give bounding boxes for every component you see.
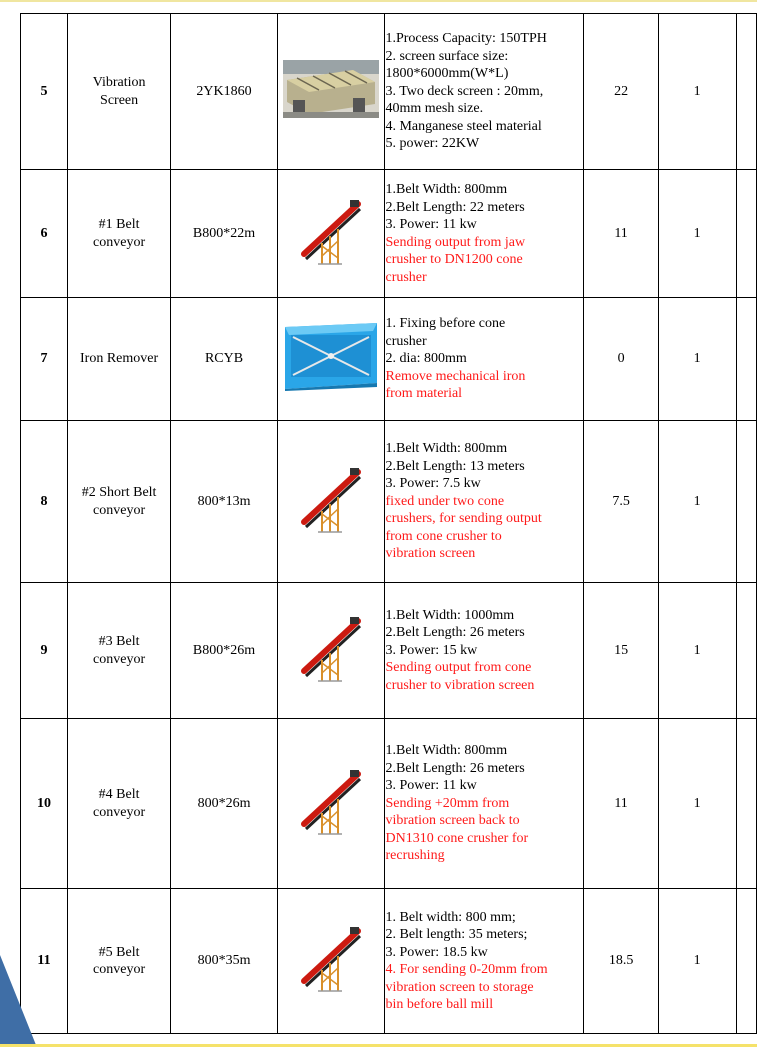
- empty-cell: [736, 421, 756, 583]
- model-cell: 800*13m: [171, 421, 278, 583]
- power-kw-cell: 15: [584, 583, 658, 719]
- power-kw-cell: 7.5: [584, 421, 658, 583]
- quantity-cell: 1: [658, 170, 736, 298]
- empty-cell: [736, 719, 756, 889]
- spec-note-line: vibration screen back to: [385, 813, 520, 829]
- spec-line: 5. power: 22KW: [385, 136, 480, 152]
- specification-cell: [385, 889, 584, 1034]
- table-row: [21, 170, 757, 298]
- item-number-cell: 6: [21, 170, 68, 298]
- quantity-cell: 1: [658, 298, 736, 421]
- equipment-image-cell: [277, 421, 385, 583]
- equipment-name-line: conveyor: [93, 234, 146, 250]
- equipment-name-line: #2 Short Belt: [81, 485, 157, 500]
- spec-line: 1.Belt Width: 800mm: [385, 743, 508, 759]
- spec-line: 2.Belt Length: 22 meters: [385, 199, 525, 215]
- belt-conveyor-photo: [300, 923, 362, 999]
- equipment-image-cell: [277, 889, 385, 1034]
- spec-note-line: vibration screen: [385, 546, 476, 562]
- spec-line: 2. Belt length: 35 meters;: [385, 927, 528, 942]
- model-cell: 800*35m: [171, 889, 278, 1034]
- spec-note-line: 4. For sending 0-20mm from: [385, 962, 548, 977]
- spec-note-line: vibration screen to storage: [385, 979, 534, 995]
- empty-cell: [736, 170, 756, 298]
- specification-cell: [385, 421, 584, 583]
- spec-line: 3. Power: 11 kw: [385, 217, 477, 232]
- equipment-spec-table: [20, 13, 757, 1034]
- equipment-image-cell: [277, 583, 385, 719]
- equipment-name-cell: [67, 170, 170, 298]
- equipment-name-line: #3 Belt: [98, 634, 140, 649]
- spec-line: 3. Power: 18.5 kw: [385, 944, 488, 960]
- equipment-name-line: Vibration: [92, 75, 146, 90]
- model-cell: B800*26m: [171, 583, 278, 719]
- spec-line: 1800*6000mm(W*L): [385, 66, 509, 82]
- item-number-cell: 7: [21, 298, 68, 421]
- table-row: [21, 719, 757, 889]
- spec-note-line: from material: [385, 386, 463, 402]
- spec-note-line: Sending output from jaw: [385, 234, 526, 250]
- spec-note-line: crusher to DN1200 cone: [385, 252, 523, 267]
- equipment-image-cell: [277, 298, 385, 421]
- equipment-name-cell: [67, 298, 170, 421]
- equipment-name-line: #1 Belt: [98, 217, 140, 232]
- spec-line: 1.Process Capacity: 150TPH: [385, 31, 547, 47]
- empty-cell: [736, 889, 756, 1034]
- equipment-image-cell: [277, 170, 385, 298]
- spec-line: 1. Fixing before cone: [385, 316, 506, 332]
- model-cell: 2YK1860: [171, 14, 278, 170]
- spec-line: 1.Belt Width: 800mm: [385, 441, 508, 457]
- spec-line: 2.Belt Length: 26 meters: [385, 760, 525, 776]
- equipment-name-line: #5 Belt: [98, 944, 140, 960]
- power-kw-cell: 22: [584, 14, 658, 170]
- specification-cell: [385, 719, 584, 889]
- spec-note-line: recrushing: [385, 848, 445, 864]
- spec-line: 1.Belt Width: 800mm: [385, 182, 508, 197]
- empty-cell: [736, 298, 756, 421]
- item-number-cell: 5: [21, 14, 68, 170]
- power-kw-cell: 0: [584, 298, 658, 421]
- spec-line: 2. screen surface size:: [385, 48, 509, 64]
- spec-line: 3. Power: 15 kw: [385, 642, 478, 658]
- spec-note-line: bin before ball mill: [385, 997, 494, 1012]
- specification-cell: [385, 14, 584, 170]
- table-row: [21, 14, 757, 170]
- item-number-cell: 11: [21, 889, 68, 1034]
- equipment-image-cell: [277, 14, 385, 170]
- table-row: [21, 583, 757, 719]
- item-number-cell: 9: [21, 583, 68, 719]
- belt-conveyor-photo: [300, 464, 362, 540]
- equipment-name-line: conveyor: [93, 502, 146, 518]
- item-number-cell: 8: [21, 421, 68, 583]
- empty-cell: [736, 583, 756, 719]
- equipment-name-line: conveyor: [93, 651, 146, 667]
- quantity-cell: 1: [658, 583, 736, 719]
- empty-cell: [736, 14, 756, 170]
- power-kw-cell: 11: [584, 170, 658, 298]
- blue-corner-shape: [0, 955, 36, 1045]
- belt-conveyor-photo: [300, 613, 362, 689]
- specification-cell: [385, 170, 584, 298]
- belt-conveyor-photo: [300, 196, 362, 272]
- spec-line: 1. Belt width: 800 mm;: [385, 909, 516, 925]
- spec-note-line: Remove mechanical iron: [385, 368, 526, 384]
- spec-line: 3. Power: 11 kw: [385, 778, 477, 794]
- specification-cell: [385, 298, 584, 421]
- table-row: [21, 298, 757, 421]
- spec-note-line: crushers, for sending output: [385, 511, 542, 527]
- equipment-name-line: conveyor: [93, 804, 146, 820]
- equipment-name-line: Screen: [100, 92, 139, 108]
- item-number-cell: 10: [21, 719, 68, 889]
- quantity-cell: 1: [658, 889, 736, 1034]
- table-row: [21, 421, 757, 583]
- model-cell: RCYB: [171, 298, 278, 421]
- equipment-name-line: Iron Remover: [80, 351, 159, 367]
- equipment-name-line: #4 Belt: [98, 787, 140, 802]
- spec-line: 2. dia: 800mm: [385, 351, 467, 367]
- belt-conveyor-photo: [300, 766, 362, 842]
- spec-line: 2.Belt Length: 26 meters: [385, 625, 525, 641]
- equipment-name-cell: [67, 14, 170, 170]
- spec-line: 4. Manganese steel material: [385, 118, 542, 134]
- spec-note-line: crusher to vibration screen: [385, 677, 535, 693]
- model-cell: 800*26m: [171, 719, 278, 889]
- spec-note-line: crusher: [385, 269, 427, 285]
- table-row: [21, 889, 757, 1034]
- spec-line: 3. Two deck screen : 20mm,: [385, 83, 544, 99]
- spec-line: crusher: [385, 333, 427, 349]
- equipment-image-cell: [277, 719, 385, 889]
- quantity-cell: 1: [658, 719, 736, 889]
- spec-line: 2.Belt Length: 13 meters: [385, 458, 525, 474]
- bottom-border-line: [0, 1044, 757, 1047]
- spec-line: 1.Belt Width: 1000mm: [385, 607, 515, 623]
- spec-note-line: Sending output from cone: [385, 660, 532, 676]
- spec-note-line: DN1310 cone crusher for: [385, 830, 529, 846]
- equipment-name-cell: [67, 719, 170, 889]
- specification-cell: [385, 583, 584, 719]
- model-cell: B800*22m: [171, 170, 278, 298]
- vibration-screen-photo: [283, 60, 379, 124]
- iron-remover-photo: [283, 321, 379, 397]
- spec-line: 3. Power: 7.5 kw: [385, 476, 481, 492]
- equipment-name-line: conveyor: [93, 962, 146, 977]
- quantity-cell: 1: [658, 14, 736, 170]
- quantity-cell: 1: [658, 421, 736, 583]
- spec-note-line: fixed under two cone: [385, 493, 505, 509]
- spec-note-line: Sending +20mm from: [385, 795, 510, 811]
- top-border-line: [0, 0, 757, 2]
- spec-note-line: from cone crusher to: [385, 528, 502, 544]
- equipment-name-cell: [67, 421, 170, 583]
- power-kw-cell: 18.5: [584, 889, 658, 1034]
- power-kw-cell: 11: [584, 719, 658, 889]
- equipment-name-cell: [67, 583, 170, 719]
- spec-line: 40mm mesh size.: [385, 101, 484, 117]
- equipment-name-cell: [67, 889, 170, 1034]
